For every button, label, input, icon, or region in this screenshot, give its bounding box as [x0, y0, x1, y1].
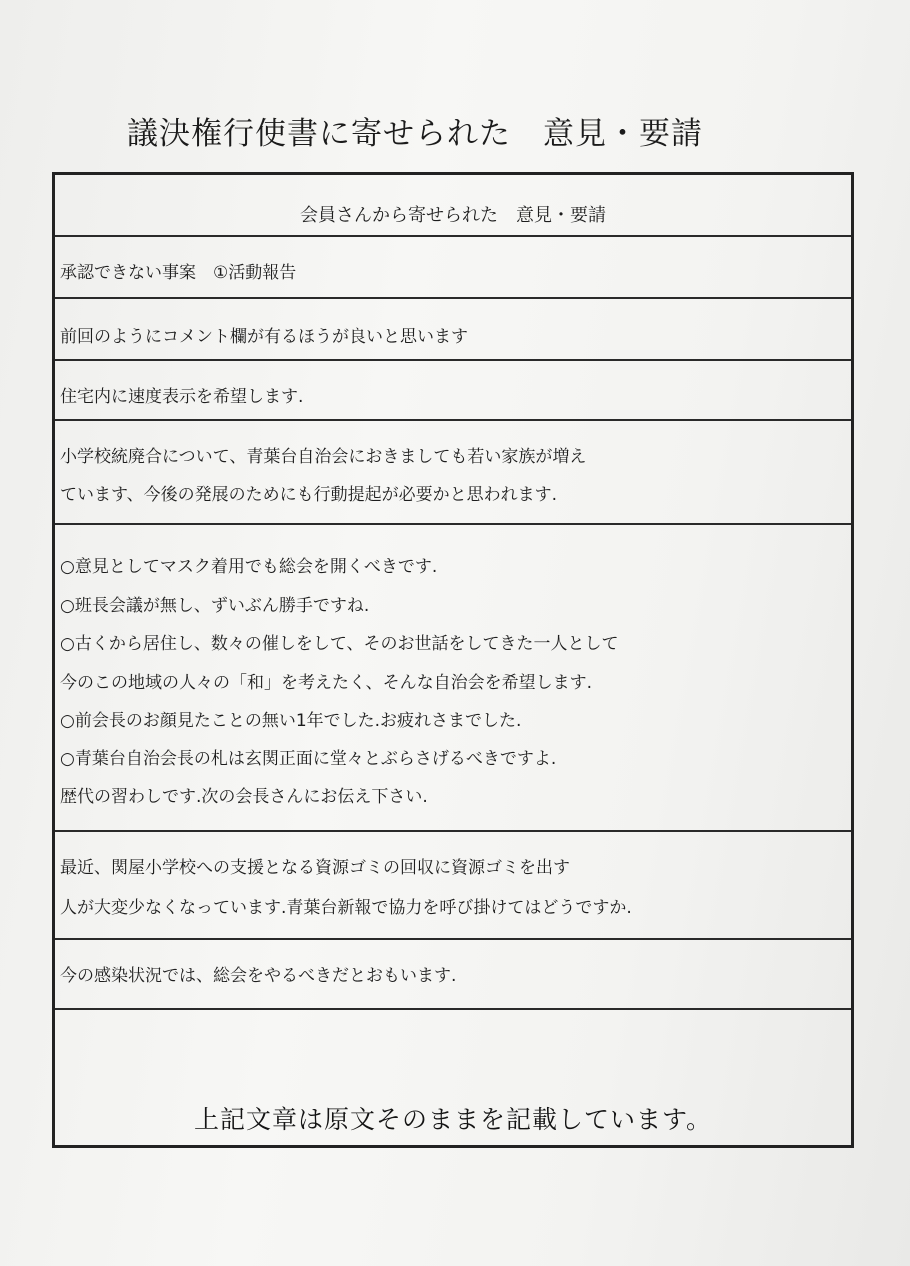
table-footer-row	[55, 1010, 851, 1148]
row-text-line: ○意見としてマスク着用でも総会を開くべきです.	[60, 557, 438, 577]
table-row	[55, 940, 851, 1010]
row-text-line: 今のこの地域の人々の「和」を考えたく、そんな自治会を希望します.	[60, 673, 593, 693]
row-text-line: 人が大変少なくなっています.青葉台新報で協力を呼び掛けてはどうですか.	[60, 898, 632, 918]
table-row	[55, 299, 851, 361]
row-text-line: 最近、関屋小学校への支援となる資源ゴミの回収に資源ゴミを出す	[60, 858, 570, 878]
row-text-line: ○青葉台自治会長の札は玄関正面に堂々とぶらさげるべきですよ.	[60, 749, 557, 769]
row-text-line: ○古くから居住し、数々の催しをして、そのお世話をしてきた一人として	[60, 634, 619, 654]
row-text-line: ○班長会議が無し、ずいぶん勝手ですね.	[60, 596, 370, 616]
footer-note: 上記文章は原文そのままを記載しています。	[193, 1105, 712, 1134]
row-text-line: 歴代の習わしです.次の会長さんにお伝え下さい.	[60, 787, 428, 807]
document-title: 議決権行使書に寄せられた 意見・要請	[127, 116, 703, 152]
table-row	[55, 421, 851, 525]
row-text-line: ○前会長のお顔見たことの無い1年でした.お疲れさまでした.	[60, 711, 522, 731]
row-text-line: ています、今後の発展のためにも行動提起が必要かと思われます.	[60, 485, 558, 505]
row-text-line: 今の感染状況では、総会をやるべきだとおもいます.	[60, 966, 457, 986]
opinions-table	[52, 172, 854, 1148]
table-row	[55, 237, 851, 299]
table-row	[55, 361, 851, 421]
row-text-line: 住宅内に速度表示を希望します.	[60, 387, 304, 407]
row-text-line: 小学校統廃合について、青葉台自治会におきましても若い家族が増え	[60, 447, 587, 467]
row-text-line: 承認できない事案 ①活動報告	[60, 263, 297, 283]
table-header-row	[55, 175, 851, 237]
table-row	[55, 832, 851, 940]
row-text-line: 前回のようにコメント欄が有るほうが良いと思います	[60, 327, 468, 347]
table-header: 会員さんから寄せられた 意見・要請	[300, 205, 606, 226]
table-row	[55, 525, 851, 832]
